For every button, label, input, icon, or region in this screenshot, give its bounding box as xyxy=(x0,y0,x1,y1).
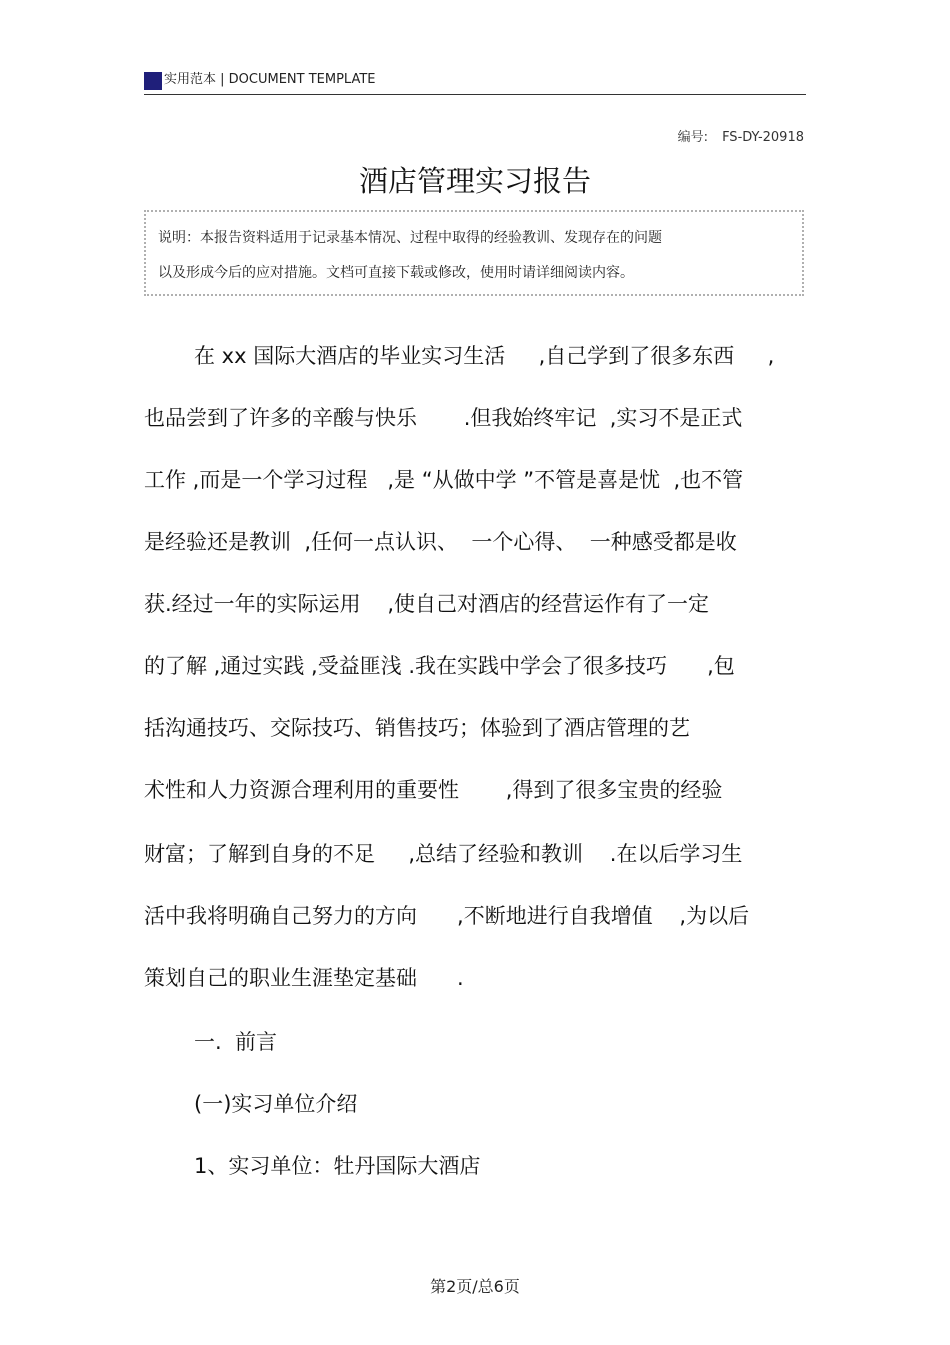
subsection-heading-unit-intro: (一)实习单位介绍 xyxy=(194,1092,358,1116)
description-line-2: 以及形成今后的应对措施。文档可直接下载或修改，使用时请详细阅读内容。 xyxy=(158,265,634,281)
page-header xyxy=(144,68,806,95)
body-line-9: 财富；了解到自身的不足 ,总结了经验和教训 .在以后学习生 xyxy=(144,842,743,866)
body-line-5: 获.经过一年的实际运用 ,使自己对酒店的经营运作有了一定 xyxy=(144,592,710,616)
description-box xyxy=(144,210,804,296)
document-number-value: FS-DY-20918 xyxy=(722,130,804,145)
body-line-4: 是经验还是教训 ,任何一点认识、 一个心得、 一种感受都是收 xyxy=(144,530,737,554)
header-logo-square xyxy=(144,72,162,90)
header-text: 实用范本 | DOCUMENT TEMPLATE xyxy=(164,72,376,87)
section-heading-preface: 一. 前言 xyxy=(194,1030,278,1054)
body-line-6: 的了解 ,通过实践 ,受益匪浅 .我在实践中学会了很多技巧 ,包 xyxy=(144,654,735,678)
body-line-2: 也品尝到了许多的辛酸与快乐 .但我始终牢记 ,实习不是正式 xyxy=(144,406,743,430)
description-line-1: 说明：本报告资料适用于记录基本情况、过程中取得的经验教训、发现存在的问题 xyxy=(158,230,662,246)
body-line-7: 括沟通技巧、交际技巧、销售技巧；体验到了酒店管理的艺 xyxy=(144,716,690,740)
document-number xyxy=(678,126,804,145)
document-number-label: 编号: xyxy=(677,130,709,145)
page-title: 酒店管理实习报告 xyxy=(358,164,591,198)
page-footer-number: 第2页/总6页 xyxy=(430,1277,520,1296)
body-line-11: 策划自己的职业生涯垫定基础 . xyxy=(144,966,464,990)
body-line-1: 在 xx 国际大酒店的毕业实习生活 ,自己学到了很多东西 , xyxy=(194,344,775,368)
body-line-8: 术性和人力资源合理利用的重要性 ,得到了很多宝贵的经验 xyxy=(144,778,723,802)
list-item-internship-unit: 1、实习单位：牡丹国际大酒店 xyxy=(194,1154,481,1178)
body-line-10: 活中我将明确自己努力的方向 ,不断地进行自我增值 ,为以后 xyxy=(144,904,750,928)
body-line-3: 工作 ,而是一个学习过程 ,是 “从做中学 ”不管是喜是忧 ,也不管 xyxy=(144,468,744,492)
